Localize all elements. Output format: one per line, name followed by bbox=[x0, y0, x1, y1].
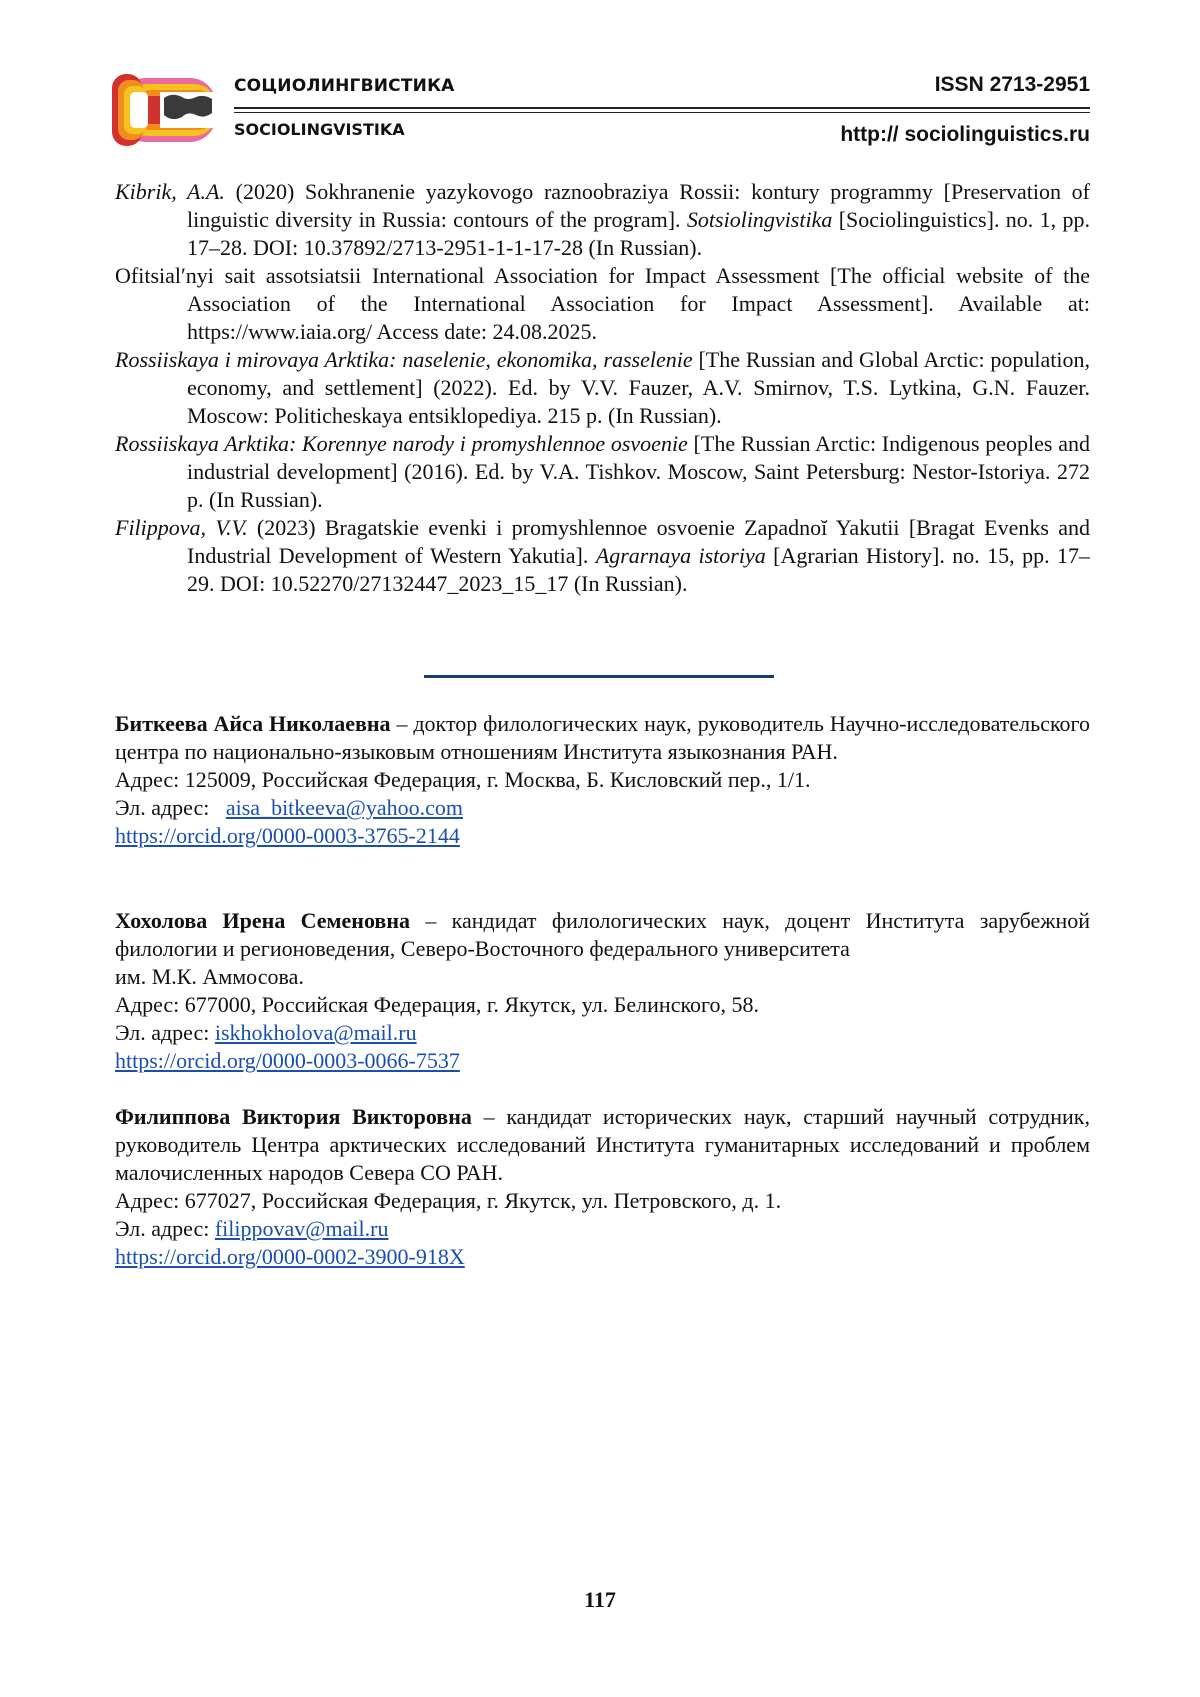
reference-text: [Agrarian History]. no. 15, pp. 17–29. DOI: 10.52270/27132447_2023_15_17 (In Russian). bbox=[187, 543, 1090, 596]
reference-author: Kibrik, A.A. bbox=[115, 179, 225, 204]
author-name: Филиппова Виктория Викторовна bbox=[115, 1104, 472, 1129]
reference-title: Rossiiskaya Arktika: Korennye narody i promyshlennoe osvoenie bbox=[115, 431, 688, 456]
author-email-line bbox=[115, 1019, 1090, 1047]
issn: ISSN 2713-2951 bbox=[934, 73, 1090, 96]
author-email-line bbox=[115, 1215, 1090, 1243]
author-bio bbox=[115, 907, 1090, 963]
reference-list bbox=[115, 178, 1090, 598]
reference-text: Ofitsial′nyi sait assotsiatsii International Association for Impact Assessment [The official website of the Association of the International Association for Impact Assessment]. Available at: https://www.iaia.org/ Access date: 24.08.2025. bbox=[115, 263, 1090, 344]
author-name: Биткеева Айса Николаевна bbox=[115, 711, 391, 736]
email-label: Эл. адрес: bbox=[115, 1216, 210, 1241]
author-bio bbox=[115, 1103, 1090, 1187]
journal-title-en: SOCIOLINGVISTIKA bbox=[234, 120, 405, 139]
reference-item bbox=[115, 262, 1090, 346]
author-email-link[interactable]: aisa_bitkeeva@yahoo.com bbox=[225, 795, 463, 820]
author-email-line bbox=[115, 794, 1090, 822]
author-orcid-line bbox=[115, 1243, 1090, 1271]
email-label: Эл. адрес: bbox=[115, 795, 210, 820]
reference-text: [The Russian Arctic: Indigenous peoples and industrial development] (2016). Ed. by V.A. Tishkov. Moscow, Saint Petersburg: Nestor-Istoriya. 272 p. (In Russian). bbox=[187, 431, 1090, 512]
author-bio-continued: им. М.К. Аммосова. bbox=[115, 964, 304, 989]
author-name: Хохолова Ирена Семеновна bbox=[115, 908, 410, 933]
section-divider bbox=[424, 675, 774, 678]
reference-title: Rossiiskaya i mirovaya Arktika: naselenie, ekonomika, rasselenie bbox=[115, 347, 693, 372]
author-address: Адрес: 677000, Российская Федерация, г. Якутск, ул. Белинского, 58. bbox=[115, 992, 760, 1017]
reference-item bbox=[115, 430, 1090, 514]
author-block bbox=[115, 907, 1090, 1075]
reference-author: Filippova, V.V. bbox=[115, 515, 248, 540]
reference-item bbox=[115, 346, 1090, 430]
reference-text: [The Russian and Global Arctic: population, economy, and settlement] (2022). Ed. by V.V. Fauzer, A.V. Smirnov, T.S. Lytkina, G.N. Fauzer. Moscow: Politicheskaya entsiklopediya. 215 p. (In Russian). bbox=[187, 347, 1091, 428]
author-address: Адрес: 125009, Российская Федерация, г. Москва, Б. Кисловский пер., 1/1. bbox=[115, 767, 811, 792]
reference-item bbox=[115, 178, 1090, 262]
header-rule-thin bbox=[234, 112, 1090, 113]
author-description: – кандидат исторических наук, старший научный сотрудник, руководитель Центра арктических исследований Института гуманитарных исследований и проблем малочисленных народов Севера СО РАН. bbox=[115, 1104, 1090, 1185]
author-block bbox=[115, 1103, 1090, 1271]
reference-text: (2020) Sokhranenie yazykovogo raznoobraziya Rossii: kontury programmy [Preservation of linguistic diversity in Russia: contours of the program]. bbox=[187, 179, 1090, 232]
journal-logo-icon bbox=[112, 74, 218, 146]
author-email-link[interactable]: filippovav@mail.ru bbox=[214, 1216, 389, 1241]
author-email-link[interactable]: iskhokholova@mail.ru bbox=[214, 1020, 417, 1045]
reference-text: (2023) Bragatskie evenki i promyshlennoe osvoenie Zapadnoĭ Yakutii [Bragat Evenks and Industrial Development of Western Yakutia]. bbox=[187, 515, 1090, 568]
author-orcid-line bbox=[115, 1047, 1090, 1075]
author-orcid-link[interactable]: https://orcid.org/0000-0003-3765-2144 bbox=[115, 823, 460, 848]
reference-item bbox=[115, 514, 1090, 598]
author-orcid-link[interactable]: https://orcid.org/0000-0002-3900-918X bbox=[115, 1244, 465, 1269]
page-number: 117 bbox=[584, 1587, 616, 1612]
author-bio bbox=[115, 710, 1090, 766]
author-address: Адрес: 677027, Российская Федерация, г. Якутск, ул. Петровского, д. 1. bbox=[115, 1188, 782, 1213]
author-description: – кандидат филологических наук, доцент Института зарубежной филологии и регионоведения, Северо-Восточного федерального университета bbox=[115, 908, 1090, 961]
author-description: – доктор филологических наук, руководитель Научно-исследовательского центра по национально-языковым отношениям Института языкознания РАН. bbox=[115, 711, 1090, 764]
journal-title-ru: СОЦИОЛИНГВИСТИКА bbox=[234, 76, 455, 96]
reference-journal: Agrarnaya istoriya bbox=[595, 543, 766, 568]
author-block bbox=[115, 710, 1090, 850]
reference-text: [Sociolinguistics]. no. 1, pp. 17–28. DOI: 10.37892/2713-2951-1-1-17-28 (In Russian). bbox=[187, 207, 1090, 260]
journal-website[interactable]: http:// sociolinguistics.ru bbox=[840, 123, 1090, 146]
header-rule-thick bbox=[234, 107, 1090, 109]
email-label: Эл. адрес: bbox=[115, 1020, 210, 1045]
author-orcid-line bbox=[115, 822, 1090, 850]
author-orcid-link[interactable]: https://orcid.org/0000-0003-0066-7537 bbox=[115, 1048, 460, 1073]
reference-journal: Sotsiolingvistika bbox=[686, 207, 833, 232]
